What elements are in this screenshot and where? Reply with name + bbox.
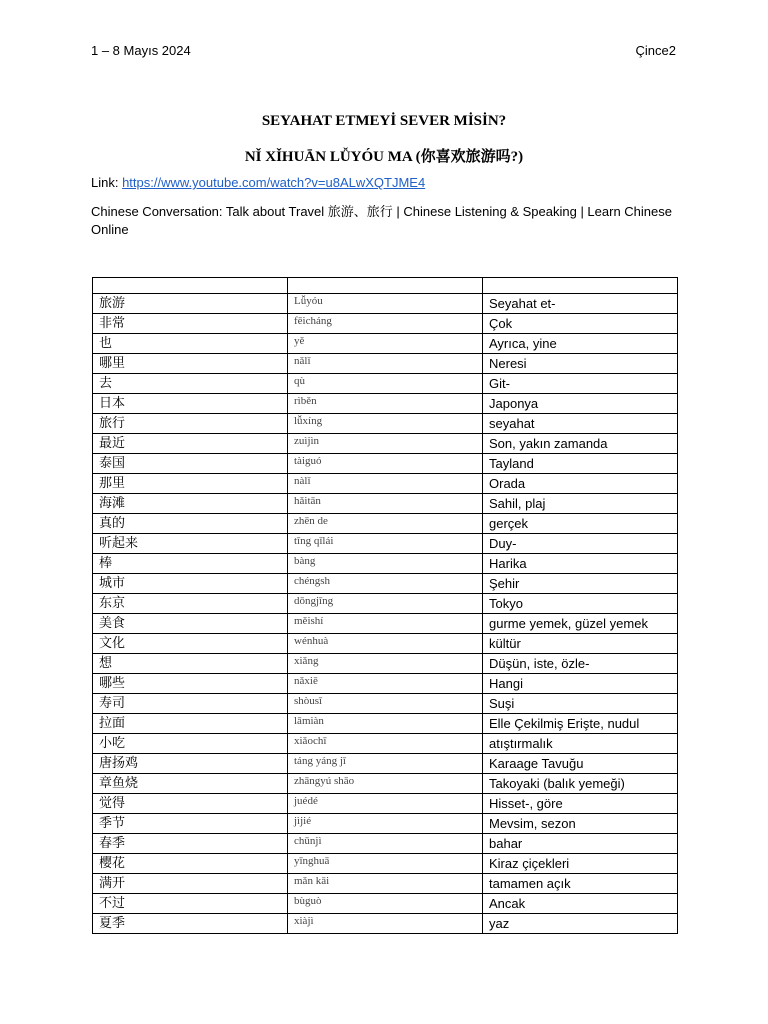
- youtube-link[interactable]: https://www.youtube.com/watch?v=u8ALwXQTJME4: [122, 175, 426, 190]
- turkish-cell: Mevsim, sezon: [483, 814, 678, 834]
- link-line: [91, 175, 425, 190]
- hanzi-cell: 文化: [93, 634, 288, 654]
- table-row: [93, 914, 678, 934]
- empty-cell: [93, 278, 288, 294]
- hanzi-cell: 想: [93, 654, 288, 674]
- hanzi-cell: 城市: [93, 574, 288, 594]
- hanzi-cell: 旅游: [93, 294, 288, 314]
- table-row: [93, 854, 678, 874]
- pinyin-cell: zhāngyú shāo: [288, 774, 483, 794]
- pinyin-cell: Lǚyóu: [288, 294, 483, 314]
- hanzi-cell: 唐扬鸡: [93, 754, 288, 774]
- pinyin-cell: xiǎng: [288, 654, 483, 674]
- hanzi-cell: 也: [93, 334, 288, 354]
- turkish-cell: Git-: [483, 374, 678, 394]
- table-row: [93, 534, 678, 554]
- pinyin-cell: yīnghuā: [288, 854, 483, 874]
- turkish-cell: seyahat: [483, 414, 678, 434]
- pinyin-cell: zhēn de: [288, 514, 483, 534]
- hanzi-cell: 春季: [93, 834, 288, 854]
- table-row: [93, 394, 678, 414]
- pinyin-cell: xiàjì: [288, 914, 483, 934]
- pinyin-cell: lāmiàn: [288, 714, 483, 734]
- title-turkish: SEYAHAT ETMEYİ SEVER MİSİN?: [261, 113, 507, 129]
- hanzi-cell: 海滩: [93, 494, 288, 514]
- hanzi-cell: 夏季: [93, 914, 288, 934]
- turkish-cell: Hangi: [483, 674, 678, 694]
- table-row: [93, 894, 678, 914]
- hanzi-cell: 小吃: [93, 734, 288, 754]
- table-row: [93, 334, 678, 354]
- title-chinese: NǏ XǏHUĀN LǙYÓU MA (你喜欢旅游吗?): [244, 149, 524, 165]
- pinyin-cell: zuìjìn: [288, 434, 483, 454]
- pinyin-cell: bàng: [288, 554, 483, 574]
- pinyin-cell: yě: [288, 334, 483, 354]
- turkish-cell: Duy-: [483, 534, 678, 554]
- turkish-cell: tamamen açık: [483, 874, 678, 894]
- turkish-cell: Elle Çekilmiş Erişte, nudul: [483, 714, 678, 734]
- turkish-cell: Harika: [483, 554, 678, 574]
- table-row: [93, 354, 678, 374]
- table-row: [93, 774, 678, 794]
- table-row: [93, 694, 678, 714]
- pinyin-cell: hǎitān: [288, 494, 483, 514]
- turkish-cell: Neresi: [483, 354, 678, 374]
- table-row: [93, 754, 678, 774]
- table-row: [93, 674, 678, 694]
- turkish-cell: kültür: [483, 634, 678, 654]
- hanzi-cell: 泰国: [93, 454, 288, 474]
- turkish-cell: Suşi: [483, 694, 678, 714]
- pinyin-cell: juédé: [288, 794, 483, 814]
- table-row: [93, 554, 678, 574]
- turkish-cell: Şehir: [483, 574, 678, 594]
- hanzi-cell: 非常: [93, 314, 288, 334]
- hanzi-cell: 满开: [93, 874, 288, 894]
- table-row: [93, 794, 678, 814]
- table-row: [93, 834, 678, 854]
- table-row: [93, 814, 678, 834]
- turkish-cell: Seyahat et-: [483, 294, 678, 314]
- hanzi-cell: 旅行: [93, 414, 288, 434]
- hanzi-cell: 季节: [93, 814, 288, 834]
- table-row: [93, 454, 678, 474]
- turkish-cell: Sahil, plaj: [483, 494, 678, 514]
- header-date: 1 – 8 Mayıs 2024: [91, 43, 191, 58]
- pinyin-cell: nàlǐ: [288, 474, 483, 494]
- turkish-cell: Hisset-, göre: [483, 794, 678, 814]
- hanzi-cell: 不过: [93, 894, 288, 914]
- hanzi-cell: 棒: [93, 554, 288, 574]
- turkish-cell: Takoyaki (balık yemeği): [483, 774, 678, 794]
- hanzi-cell: 最近: [93, 434, 288, 454]
- table-row: [93, 494, 678, 514]
- hanzi-cell: 听起来: [93, 534, 288, 554]
- pinyin-cell: mǎn kāi: [288, 874, 483, 894]
- hanzi-cell: 日本: [93, 394, 288, 414]
- turkish-cell: Karaage Tavuğu: [483, 754, 678, 774]
- pinyin-cell: wénhuà: [288, 634, 483, 654]
- table-row: [93, 874, 678, 894]
- turkish-cell: atıştırmalık: [483, 734, 678, 754]
- turkish-cell: Düşün, iste, özle-: [483, 654, 678, 674]
- turkish-cell: gerçek: [483, 514, 678, 534]
- hanzi-cell: 樱花: [93, 854, 288, 874]
- table-row: [93, 634, 678, 654]
- hanzi-cell: 哪些: [93, 674, 288, 694]
- turkish-cell: Tayland: [483, 454, 678, 474]
- link-label: Link:: [91, 175, 123, 190]
- table-row: [93, 714, 678, 734]
- hanzi-cell: 章鱼烧: [93, 774, 288, 794]
- turkish-cell: Ancak: [483, 894, 678, 914]
- pinyin-cell: bùguò: [288, 894, 483, 914]
- turkish-cell: Çok: [483, 314, 678, 334]
- table-header-row: [93, 278, 678, 294]
- pinyin-cell: táng yáng jī: [288, 754, 483, 774]
- pinyin-cell: chéngsh: [288, 574, 483, 594]
- hanzi-cell: 哪里: [93, 354, 288, 374]
- table-row: [93, 594, 678, 614]
- table-row: [93, 434, 678, 454]
- table-row: [93, 514, 678, 534]
- hanzi-cell: 真的: [93, 514, 288, 534]
- pinyin-cell: chūnjì: [288, 834, 483, 854]
- hanzi-cell: 东京: [93, 594, 288, 614]
- hanzi-cell: 拉面: [93, 714, 288, 734]
- pinyin-cell: dōngjīng: [288, 594, 483, 614]
- pinyin-cell: shòusī: [288, 694, 483, 714]
- header-course: Çince2: [635, 43, 676, 58]
- turkish-cell: bahar: [483, 834, 678, 854]
- turkish-cell: Japonya: [483, 394, 678, 414]
- pinyin-cell: měishí: [288, 614, 483, 634]
- turkish-cell: Son, yakın zamanda: [483, 434, 678, 454]
- hanzi-cell: 去: [93, 374, 288, 394]
- pinyin-cell: nǎlǐ: [288, 354, 483, 374]
- table-row: [93, 314, 678, 334]
- empty-cell: [483, 278, 678, 294]
- pinyin-cell: qù: [288, 374, 483, 394]
- pinyin-cell: lǚxíng: [288, 414, 483, 434]
- turkish-cell: Ayrıca, yine: [483, 334, 678, 354]
- hanzi-cell: 觉得: [93, 794, 288, 814]
- pinyin-cell: jìjié: [288, 814, 483, 834]
- table-row: [93, 474, 678, 494]
- turkish-cell: gurme yemek, güzel yemek: [483, 614, 678, 634]
- table-row: [93, 414, 678, 434]
- turkish-cell: Tokyo: [483, 594, 678, 614]
- pinyin-cell: fēicháng: [288, 314, 483, 334]
- pinyin-cell: xiǎochī: [288, 734, 483, 754]
- table-row: [93, 294, 678, 314]
- turkish-cell: Kiraz çiçekleri: [483, 854, 678, 874]
- empty-cell: [288, 278, 483, 294]
- pinyin-cell: rìběn: [288, 394, 483, 414]
- vocabulary-table: [92, 277, 678, 934]
- hanzi-cell: 寿司: [93, 694, 288, 714]
- table-row: [93, 654, 678, 674]
- pinyin-cell: nǎxiē: [288, 674, 483, 694]
- pinyin-cell: tàiguó: [288, 454, 483, 474]
- table-row: [93, 734, 678, 754]
- pinyin-cell: tīng qǐlái: [288, 534, 483, 554]
- table-row: [93, 614, 678, 634]
- hanzi-cell: 那里: [93, 474, 288, 494]
- turkish-cell: yaz: [483, 914, 678, 934]
- table-row: [93, 574, 678, 594]
- turkish-cell: Orada: [483, 474, 678, 494]
- hanzi-cell: 美食: [93, 614, 288, 634]
- description: Chinese Conversation: Talk about Travel 旅游、旅行 | Chinese Listening & Speaking | Learn Chinese Online: [91, 204, 672, 237]
- table-row: [93, 374, 678, 394]
